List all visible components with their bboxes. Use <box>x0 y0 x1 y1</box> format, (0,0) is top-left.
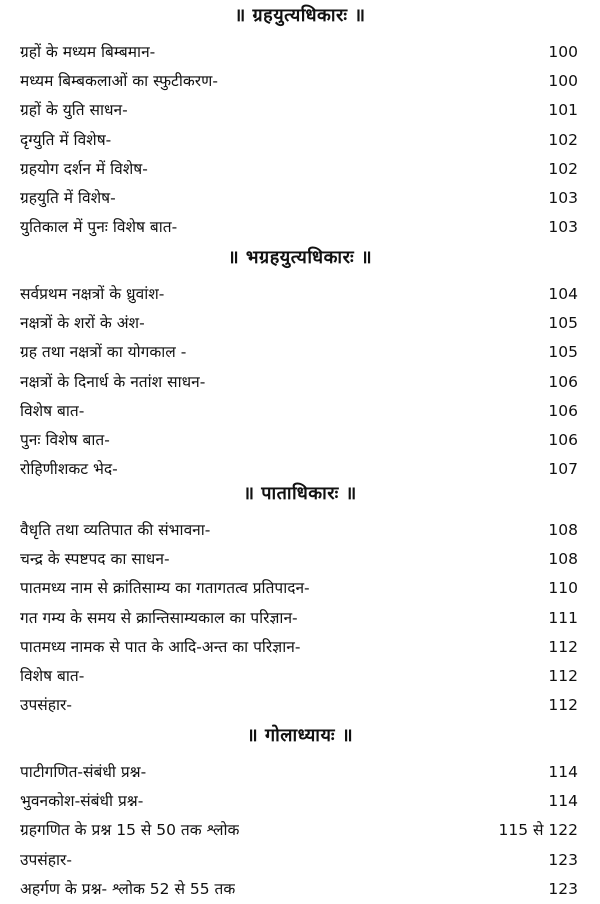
entry-title: वैधृति तथा व्यतिपात की संभावना- <box>20 521 211 539</box>
toc-entry <box>20 516 578 545</box>
toc-entry <box>20 397 578 426</box>
entry-page-number: 101 <box>548 101 578 120</box>
entry-page-number: 100 <box>548 43 578 61</box>
section-heading: ॥ भग्रहयुत्यधिकारः ॥ <box>227 247 373 268</box>
entry-page-number: 108 <box>548 521 578 539</box>
toc-entry <box>20 455 578 484</box>
entry-page-number: 103 <box>548 218 578 237</box>
entry-title: नक्षत्रों के शरों के अंश- <box>20 314 145 333</box>
entry-page-number: 107 <box>548 460 578 479</box>
entry-title: चन्द्र के स्पष्टपद का साधन- <box>20 550 170 569</box>
entry-title: ग्रह तथा नक्षत्रों का योगकाल - <box>20 343 187 362</box>
entry-page-number: 102 <box>548 159 578 178</box>
toc-entry <box>20 846 578 875</box>
toc-entry <box>20 126 578 155</box>
section-heading: ॥ पाताधिकारः ॥ <box>243 483 357 504</box>
entry-title: पाटीगणित-संबंधी प्रश्न- <box>20 763 147 781</box>
entry-page-number: 102 <box>548 130 578 149</box>
entry-page-number: 123 <box>548 850 578 869</box>
entry-page-number: 104 <box>548 285 578 303</box>
toc-entry <box>20 67 578 96</box>
entry-page-number: 103 <box>548 189 578 207</box>
entry-title: उपसंहार- <box>20 850 72 869</box>
entry-page-number: 123 <box>548 879 578 898</box>
toc-entry <box>20 309 578 338</box>
entry-title: नक्षत्रों के दिनार्ध के नतांश साधन- <box>20 372 206 391</box>
entry-title: पातमध्य नाम से क्रांतिसाम्य का गतागतत्व प्रतिपादन- <box>20 579 310 598</box>
entry-title: विशेष बात- <box>20 667 85 685</box>
entry-page-number: 112 <box>548 637 578 656</box>
entry-title: मध्यम बिम्बकलाओं का स्फुटीकरण- <box>20 72 218 91</box>
entry-title: ग्रहों के मध्यम बिम्बमान- <box>20 43 156 61</box>
toc-entry <box>20 604 578 633</box>
toc-entry <box>20 816 578 845</box>
entry-page-number: 112 <box>548 667 578 685</box>
toc-entry <box>20 875 578 904</box>
toc-entry <box>20 758 578 787</box>
entry-page-number: 105 <box>548 343 578 362</box>
entry-title: सर्वप्रथम नक्षत्रों के ध्रुवांश- <box>20 285 165 303</box>
entry-page-number: 110 <box>548 579 578 598</box>
entry-title: ग्रहयोग दर्शन में विशेष- <box>20 159 148 178</box>
entry-title: उपसंहार- <box>20 696 72 715</box>
toc-entry <box>20 787 578 816</box>
toc-entry <box>20 691 578 720</box>
entry-title: युतिकाल में पुनः विशेष बात- <box>20 218 178 237</box>
toc-entry <box>20 338 578 367</box>
entry-page-number: 114 <box>548 792 578 811</box>
entry-page-number: 111 <box>548 608 578 627</box>
entry-title: अहर्गण के प्रश्न- श्लोक 52 से 55 तक <box>20 879 236 898</box>
entry-page-number: 112 <box>548 696 578 715</box>
toc-entry <box>20 184 578 213</box>
toc-entry <box>20 38 578 67</box>
entry-title: ग्रहयुति में विशेष- <box>20 189 116 207</box>
entry-page-number: 106 <box>548 401 578 420</box>
toc-entry <box>20 426 578 455</box>
entry-title: पातमध्य नामक से पात के आदि-अन्त का परिज्ञान- <box>20 637 301 656</box>
entry-title: ग्रहगणित के प्रश्न 15 से 50 तक श्लोक <box>20 821 240 840</box>
entry-page-number: 106 <box>548 372 578 391</box>
toc-entry <box>20 368 578 397</box>
toc-entry <box>20 574 578 603</box>
toc-entry <box>20 155 578 184</box>
entry-title: भुवनकोश-संबंधी प्रश्न- <box>20 792 144 811</box>
entry-title: पुनः विशेष बात- <box>20 431 110 449</box>
entry-title: विशेष बात- <box>20 401 85 420</box>
entry-page-number: 100 <box>548 72 578 91</box>
entry-title: रोहिणीशकट भेद- <box>20 460 118 479</box>
toc-entry <box>20 662 578 691</box>
entry-title: गत गम्य के समय से क्रान्तिसाम्यकाल का परिज्ञान- <box>20 608 298 627</box>
entry-page-number: 106 <box>548 431 578 449</box>
toc-entry <box>20 280 578 309</box>
toc-entry <box>20 545 578 574</box>
entry-page-number: 115 से 122 <box>498 821 578 840</box>
toc-entry <box>20 633 578 662</box>
section-heading: ॥ गोलाध्यायः ॥ <box>246 725 354 746</box>
toc-entry <box>20 213 578 242</box>
toc-entry <box>20 96 578 125</box>
entry-title: दृग्युति में विशेष- <box>20 130 112 149</box>
entry-page-number: 114 <box>548 763 578 781</box>
entry-page-number: 105 <box>548 314 578 333</box>
entry-title: ग्रहों के युति साधन- <box>20 101 128 120</box>
section-heading: ॥ ग्रहयुत्यधिकारः ॥ <box>234 5 366 26</box>
entry-page-number: 108 <box>548 550 578 569</box>
